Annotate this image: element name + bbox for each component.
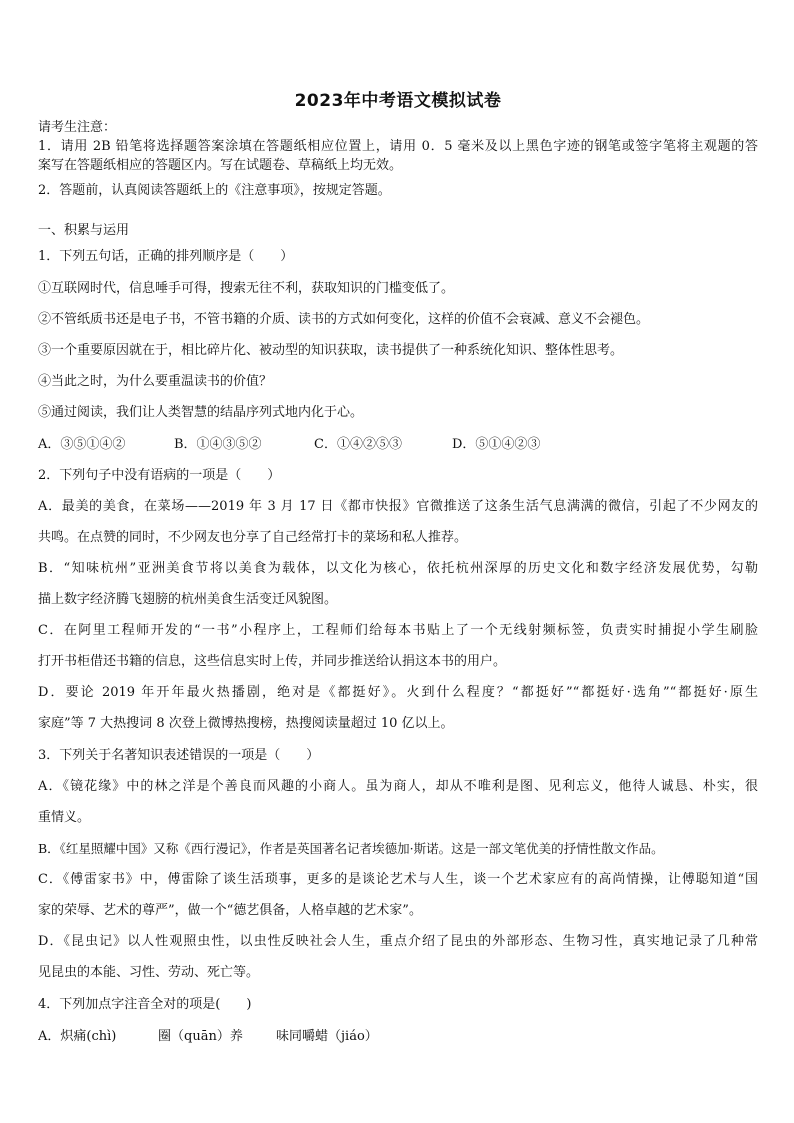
q4-option-a-item2: 圈（quān）养: [158, 1029, 243, 1044]
notice-item1-line2: 案写在答题纸相应的答题区内。写在试题卷、草稿纸上均无效。: [38, 158, 403, 173]
q2-option-d-line1: D．要论 2019 年开年最火热播剧，绝对是《都挺好》。火到什么程度？“都挺好”“都挺好·选角”“都挺好·原生: [38, 685, 758, 700]
q3-option-a-line1: A．《镜花缘》中的林之洋是个善良而风趣的小商人。虽为商人，却从不唯利是图、见利忘义，他待人诚恳、朴实，很: [38, 779, 758, 794]
page-title: 2023年中考语文模拟试卷: [294, 91, 502, 111]
q3-option-d-line2: 见昆虫的本能、习性、劳动、死亡等。: [38, 965, 260, 980]
q3-option-b-line1: B．《红星照耀中国》又称《西行漫记》，作者是英国著名记者埃德加·斯诺。这是一部文笔优美的抒情性散文作品。: [38, 841, 664, 856]
q2-option-c-line1: C．在阿里工程师开发的“一书”小程序上，工程师们给每本书贴上了一个无线射频标签，负责实时捕捉小学生刷脸: [38, 623, 758, 638]
q4-option-a-item1: A．炽痛(chì): [38, 1029, 117, 1044]
q1-option-b: B．①④③⑤②: [174, 437, 262, 452]
q1-option-a: A．③⑤①④②: [38, 437, 126, 452]
notice-item1-line1: 1．请用 2B 铅笔将选择题答案涂填在答题纸相应位置上，请用 0．5 毫米及以上黑色字迹的钢笔或签字笔将主观题的答: [38, 139, 758, 154]
q4-option-a-item3: 味同嚼蜡（jiáo）: [276, 1029, 378, 1044]
q2-option-a-line2: 共鸣。在点赞的同时，不少网友也分享了自己经常打卡的菜场和私人推荐。: [38, 530, 468, 545]
notice-heading: 请考生注意：: [38, 120, 117, 135]
q3-option-c-line2: 家的荣辱、艺术的尊严”，做一个“德艺俱备，人格卓越的艺术家”。: [38, 903, 422, 918]
section-heading: 一、积累与运用: [38, 223, 130, 238]
q1-sentence-5: ⑤通过阅读，我们让人类智慧的结晶序列式地内化于心。: [38, 405, 364, 420]
q1-sentence-3: ③一个重要原因就在于，相比碎片化、被动型的知识获取，读书提供了一种系统化知识、整体性思考。: [38, 343, 624, 358]
q1-sentence-2: ②不管纸质书还是电子书，不管书籍的介质、读书的方式如何变化，这样的价值不会衰减、意义不会褪色。: [38, 312, 650, 327]
q2-option-d-line2: 家庭”等 7 大热搜词 8 次登上微博热搜榜，热搜阅读量超过 10 亿以上。: [38, 716, 454, 731]
q1-sentence-4: ④当此之时，为什么要重温读书的价值？: [38, 374, 273, 389]
q1-stem: 1．下列五句话，正确的排列顺序是（ ）: [38, 249, 294, 264]
q1-sentence-1: ①互联网时代，信息唾手可得，搜索无往不利，获取知识的门槛变低了。: [38, 281, 455, 296]
q3-option-a-line2: 重情义。: [38, 810, 91, 825]
q1-options: [38, 436, 758, 454]
q1-option-c: C．①④②⑤③: [314, 437, 402, 452]
q2-option-b-line2: 描上数字经济腾飞翅膀的杭州美食生活变迁风貌图。: [38, 592, 338, 607]
q3-stem: 3．下列关于名著知识表述错误的一项是（ ）: [38, 748, 320, 763]
q2-option-c-line2: 打开书柜借还书籍的信息，这些信息实时上传，并同步推送给认捐这本书的用户。: [38, 654, 507, 669]
q2-option-b-line1: B．“知味杭州”亚洲美食节将以美食为载体，以文化为核心，依托杭州深厚的历史文化和数字经济发展优势，勾勒: [38, 561, 758, 576]
q3-option-d-line1: D．《昆虫记》以人性观照虫性，以虫性反映社会人生，重点介绍了昆虫的外部形态、生物习性，真实地记录了几种常: [38, 934, 758, 949]
q1-option-d: D．⑤①④②③: [452, 437, 541, 452]
q4-option-a: [38, 1028, 758, 1046]
q3-option-c-line1: C．《傅雷家书》中，傅雷除了谈生活琐事，更多的是谈论艺术与人生，谈一个艺术家应有的高尚情操，让傅聪知道“国: [38, 872, 758, 887]
q2-stem: 2．下列句子中没有语病的一项是（ ）: [38, 468, 281, 483]
notice-item2: 2．答题前，认真阅读答题纸上的《注意事项》，按规定答题。: [38, 183, 391, 198]
q2-option-a-line1: A．最美的美食，在菜场——2019 年 3 月 17 日《都市快报》官微推送了这条生活气息满满的微信，引起了不少网友的: [38, 499, 758, 514]
q4-stem: 4．下列加点字注音全对的项是( ): [38, 997, 252, 1012]
